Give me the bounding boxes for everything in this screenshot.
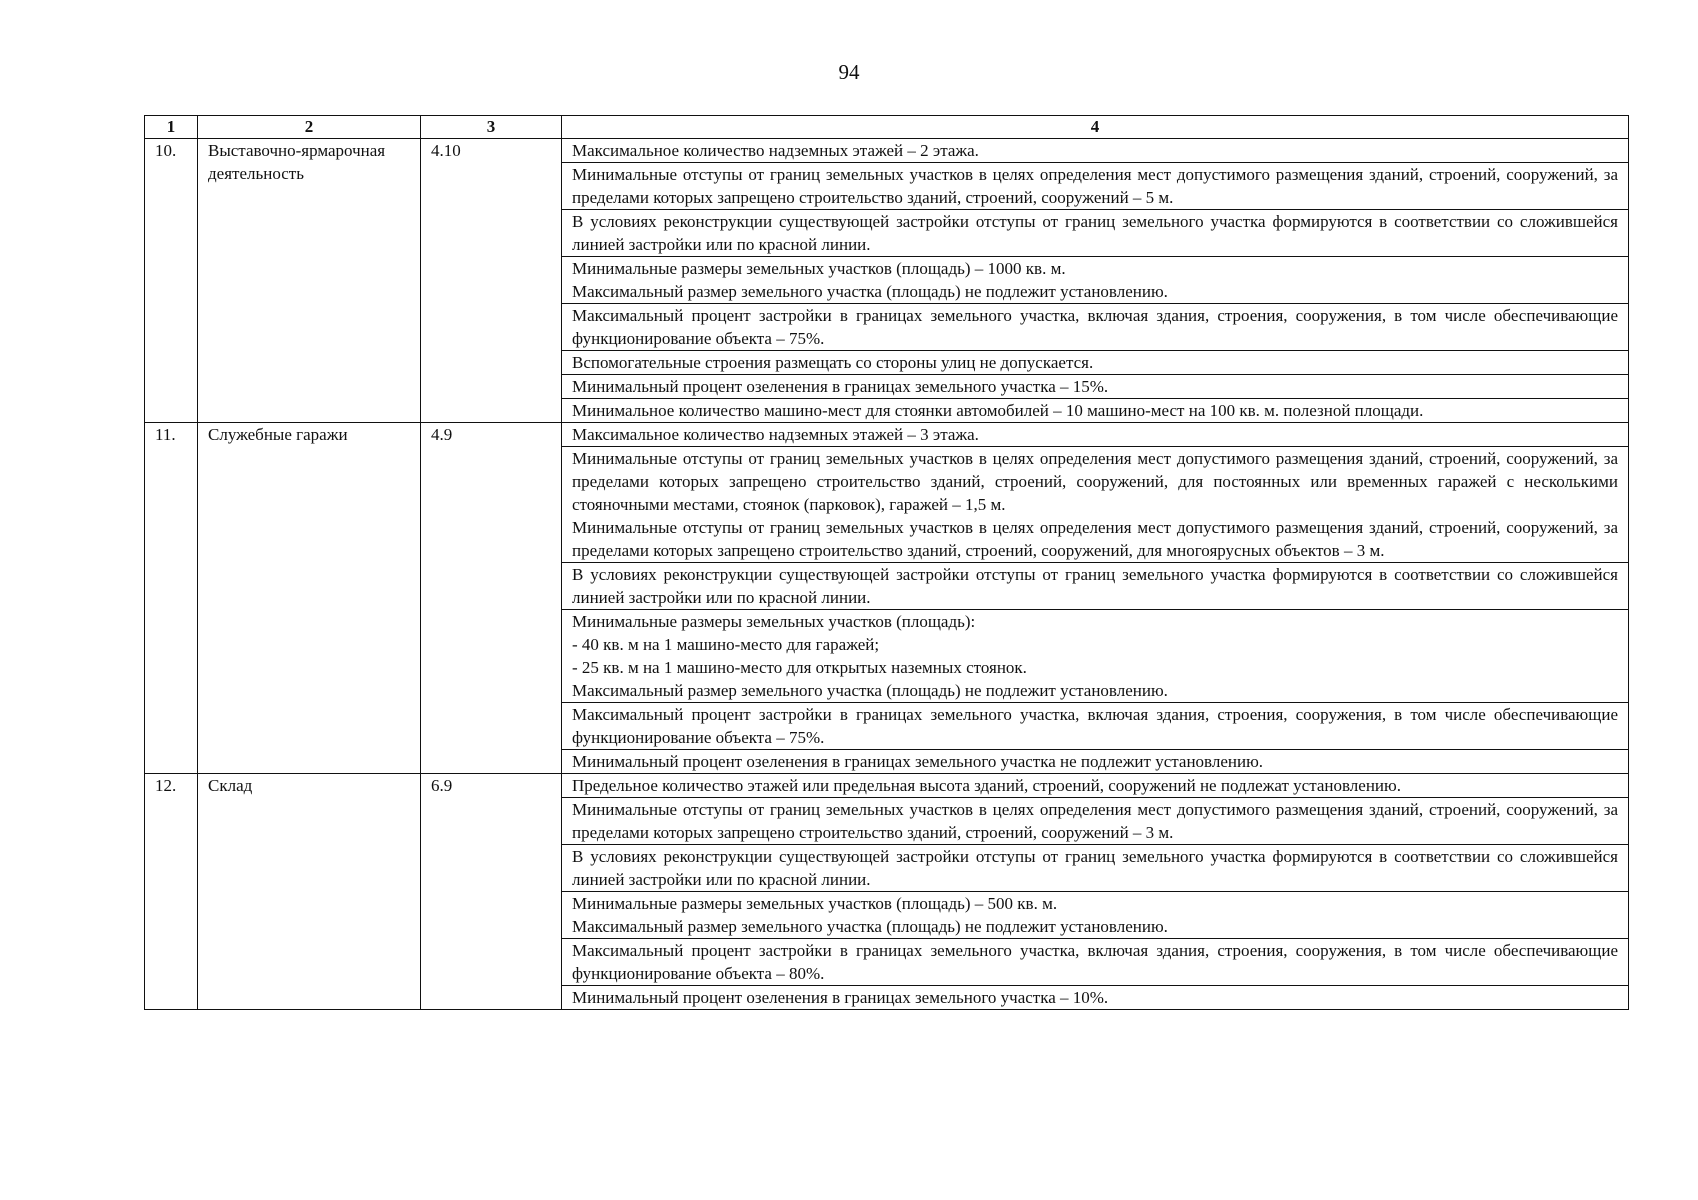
parameter-text: - 25 кв. м на 1 машино-место для открытых наземных стоянок. [572, 658, 1027, 677]
parameter-text: Минимальные размеры земельных участков (площадь) – 1000 кв. м. [572, 259, 1066, 278]
header-col-1: 1 [145, 116, 198, 139]
land-use-code: 6.9 [421, 774, 562, 1010]
header-col-3: 3 [421, 116, 562, 139]
parameter-text: Максимальное количество надземных этажей – 3 этажа. [572, 425, 979, 444]
parameter-text: Предельное количество этажей или предельная высота зданий, строений, сооружений не подлежат установлению. [572, 776, 1401, 795]
parameter-text: Максимальный процент застройки в границах земельного участка, включая здания, строения, сооружения, в том числе обеспечивающие функционирование объекта – 75%. [572, 705, 1618, 747]
parameter-text: Максимальный размер земельного участка (площадь) не подлежит установлению. [572, 282, 1168, 301]
parameter-cell [562, 375, 1629, 399]
table-row [145, 774, 1629, 798]
parameter-text: Максимальный процент застройки в границах земельного участка, включая здания, строения, сооружения, в том числе обеспечивающие функционирование объекта – 80%. [572, 941, 1618, 983]
parameter-text: Минимальные отступы от границ земельных участков в целях определения мест допустимого размещения зданий, строений, сооружений, за пределами которых запрещено строительство зданий, строений, сооружений, для постоянных или временных гаражей с несколькими стояночными местами, стоянок (парковок), гаражей – 1,5 м. [572, 449, 1618, 514]
parameter-text: В условиях реконструкции существующей застройки отступы от границ земельного участка формируются в соответствии со сложившейся линией застройки или по красной линии. [572, 565, 1618, 607]
regulations-table [144, 115, 1629, 1010]
parameter-cell [562, 892, 1629, 939]
parameter-cell [562, 563, 1629, 610]
parameter-cell [562, 703, 1629, 750]
parameter-text: В условиях реконструкции существующей застройки отступы от границ земельного участка формируются в соответствии со сложившейся линией застройки или по красной линии. [572, 212, 1618, 254]
parameter-text: Минимальный процент озеленения в границах земельного участка – 15%. [572, 377, 1109, 396]
parameter-text: В условиях реконструкции существующей застройки отступы от границ земельного участка формируются в соответствии со сложившейся линией застройки или по красной линии. [572, 847, 1618, 889]
page-number: 94 [838, 60, 860, 84]
parameter-cell [562, 139, 1629, 163]
parameter-text: Минимальные отступы от границ земельных участков в целях определения мест допустимого размещения зданий, строений, сооружений, за пределами которых запрещено строительство зданий, строений, сооружений – 5 м. [572, 165, 1618, 207]
row-number: 10. [145, 139, 198, 423]
parameter-cell [562, 750, 1629, 774]
row-number: 11. [145, 423, 198, 774]
parameter-text: Максимальный размер земельного участка (площадь) не подлежит установлению. [572, 917, 1168, 936]
table-row [145, 423, 1629, 447]
parameter-cell [562, 610, 1629, 703]
parameter-cell [562, 304, 1629, 351]
parameter-cell [562, 210, 1629, 257]
parameter-cell [562, 399, 1629, 423]
parameter-cell [562, 845, 1629, 892]
parameter-text: Минимальный процент озеленения в границах земельного участка – 10%. [572, 988, 1109, 1007]
parameter-text: Минимальные размеры земельных участков (площадь) – 500 кв. м. [572, 894, 1058, 913]
parameter-text: Минимальные отступы от границ земельных участков в целях определения мест допустимого размещения зданий, строений, сооружений, за пределами которых запрещено строительство зданий, строений, сооружений, для многоярусных объектов – 3 м. [572, 518, 1618, 560]
parameter-text: Минимальный процент озеленения в границах земельного участка не подлежит установлению. [572, 752, 1264, 771]
parameter-text: Минимальные отступы от границ земельных участков в целях определения мест допустимого размещения зданий, строений, сооружений, за пределами которых запрещено строительство зданий, строений, сооружений – 3 м. [572, 800, 1618, 842]
land-use-name: Служебные гаражи [198, 423, 421, 774]
parameter-cell [562, 163, 1629, 210]
land-use-code: 4.9 [421, 423, 562, 774]
parameter-cell [562, 447, 1629, 563]
parameter-cell [562, 774, 1629, 798]
row-number: 12. [145, 774, 198, 1010]
parameter-text: Минимальное количество машино-мест для стоянки автомобилей – 10 машино-мест на 100 кв. м. полезной площади. [572, 401, 1424, 420]
parameter-cell [562, 423, 1629, 447]
parameter-cell [562, 257, 1629, 304]
table-row [145, 139, 1629, 163]
parameter-text: Максимальное количество надземных этажей – 2 этажа. [572, 141, 979, 160]
parameter-text: Максимальный процент застройки в границах земельного участка, включая здания, строения, сооружения, в том числе обеспечивающие функционирование объекта – 75%. [572, 306, 1618, 348]
land-use-name: Склад [198, 774, 421, 1010]
land-use-name: Выставочно-ярмарочная деятельность [198, 139, 421, 423]
parameter-text: Вспомогательные строения размещать со стороны улиц не допускается. [572, 353, 1094, 372]
table-header-row [145, 116, 1629, 139]
parameter-text: - 40 кв. м на 1 машино-место для гаражей; [572, 635, 880, 654]
parameter-text: Максимальный размер земельного участка (площадь) не подлежит установлению. [572, 681, 1168, 700]
parameter-cell [562, 351, 1629, 375]
parameter-text: Минимальные размеры земельных участков (площадь): [572, 612, 976, 631]
land-use-code: 4.10 [421, 139, 562, 423]
parameter-cell [562, 939, 1629, 986]
table-body [145, 139, 1629, 1010]
parameter-cell [562, 798, 1629, 845]
parameter-cell [562, 986, 1629, 1010]
header-col-4: 4 [562, 116, 1629, 139]
header-col-2: 2 [198, 116, 421, 139]
